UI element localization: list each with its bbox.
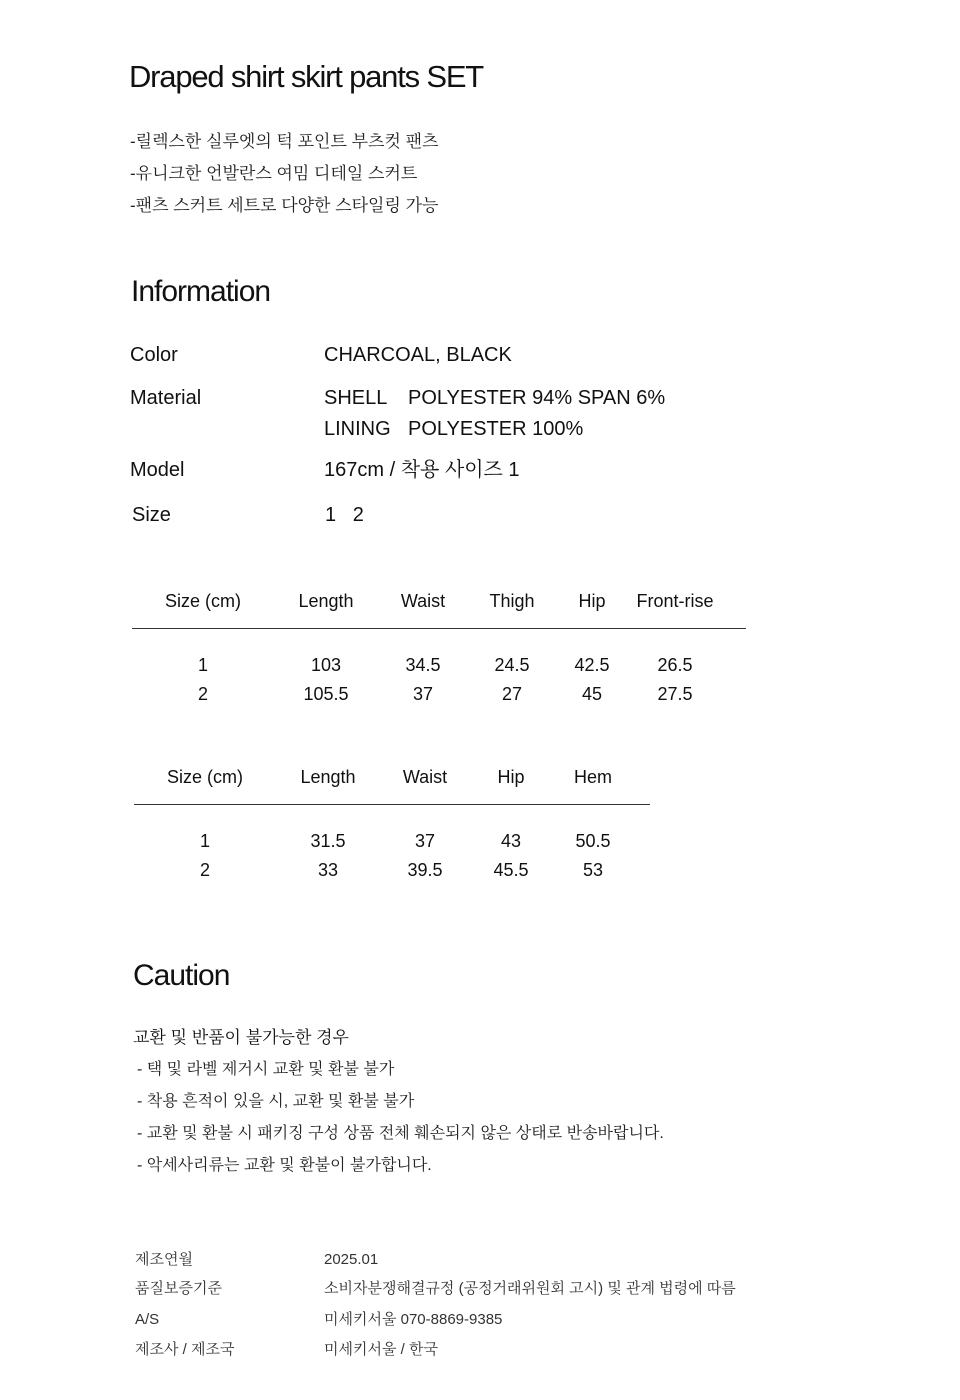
table-cell: 2 bbox=[199, 859, 210, 880]
color-value: CHARCOAL, BLACK bbox=[324, 344, 512, 366]
pants-size-table bbox=[132, 584, 746, 713]
caution-item: - 택 및 라벨 제거시 교환 및 환불 불가 bbox=[137, 1061, 395, 1078]
caution-list bbox=[137, 1054, 664, 1182]
size-value: 1 2 bbox=[325, 504, 364, 526]
caution-item: - 악세사리류는 교환 및 환불이 불가합니다. bbox=[137, 1157, 432, 1174]
table-row bbox=[134, 804, 650, 852]
table-cell: 2 bbox=[197, 683, 208, 704]
footer-label: 제조사 / 제조국 bbox=[135, 1341, 235, 1358]
table-cell: 26.5 bbox=[657, 654, 693, 675]
table-header: Hem bbox=[552, 760, 634, 804]
caution-heading: Caution bbox=[133, 959, 230, 992]
footer-value: 미세키서울 070-8869-9385 bbox=[324, 1311, 503, 1328]
caution-item: - 교환 및 환불 시 패키징 구성 상품 전체 훼손되지 않은 상태로 반송바랍니다. bbox=[137, 1125, 664, 1142]
table-cell: 34.5 bbox=[405, 654, 441, 675]
table-header-spacer bbox=[722, 584, 746, 628]
table-header-row bbox=[134, 760, 650, 804]
table-cell: 37 bbox=[412, 683, 434, 704]
size-label: Size bbox=[132, 504, 171, 526]
description-line: -릴렉스한 실루엣의 턱 포인트 부츠컷 팬츠 bbox=[130, 132, 439, 151]
footer-value: 미세키서울 / 한국 bbox=[324, 1341, 438, 1358]
table-header: Hip bbox=[470, 760, 552, 804]
table-cell-spacer bbox=[634, 852, 650, 889]
product-title: Draped shirt skirt pants SET bbox=[129, 59, 484, 94]
skirt-size-table bbox=[134, 760, 650, 889]
table-header-spacer bbox=[634, 760, 650, 804]
material-lining-key: LINING bbox=[324, 418, 391, 440]
table-cell: 42.5 bbox=[574, 654, 610, 675]
table-header: Front-rise bbox=[628, 584, 722, 628]
description-line: -팬츠 스커트 세트로 다양한 스타일링 가능 bbox=[130, 196, 439, 215]
table-cell-spacer bbox=[722, 676, 746, 713]
table-cell: 1 bbox=[199, 830, 210, 851]
material-label: Material bbox=[130, 387, 202, 409]
table-cell-spacer bbox=[722, 628, 746, 676]
table-header: Length bbox=[276, 760, 380, 804]
table-cell: 45.5 bbox=[493, 859, 529, 880]
footer-label: 제조연월 bbox=[135, 1251, 193, 1268]
table-cell: 105.5 bbox=[303, 683, 349, 704]
table-cell: 1 bbox=[197, 654, 208, 675]
table-cell: 27.5 bbox=[657, 683, 693, 704]
table-header: Length bbox=[274, 584, 378, 628]
table-row bbox=[134, 852, 650, 889]
table-cell: 103 bbox=[310, 654, 342, 675]
table-row bbox=[132, 628, 746, 676]
description-line: -유니크한 언발란스 여밈 디테일 스커트 bbox=[130, 164, 418, 183]
footer-label: 품질보증기준 bbox=[135, 1280, 222, 1297]
table-cell: 39.5 bbox=[407, 859, 443, 880]
table-row bbox=[132, 676, 746, 713]
caution-subheading: 교환 및 반품이 불가능한 경우 bbox=[133, 1028, 349, 1047]
table-cell: 27 bbox=[501, 683, 523, 704]
table-cell: 31.5 bbox=[310, 830, 346, 851]
information-heading: Information bbox=[131, 275, 271, 308]
table-cell: 53 bbox=[582, 859, 604, 880]
table-cell: 50.5 bbox=[575, 830, 611, 851]
model-label: Model bbox=[130, 459, 185, 481]
material-lining-value: POLYESTER 100% bbox=[408, 418, 584, 440]
table-header: Hip bbox=[556, 584, 628, 628]
table-cell-spacer bbox=[634, 804, 650, 852]
table-cell: 43 bbox=[500, 830, 522, 851]
caution-item: - 착용 흔적이 있을 시, 교환 및 환불 불가 bbox=[137, 1093, 415, 1110]
color-label: Color bbox=[130, 344, 178, 366]
footer-label: A/S bbox=[135, 1311, 160, 1328]
table-header: Size (cm) bbox=[132, 584, 274, 628]
material-shell-key: SHELL bbox=[324, 387, 388, 409]
footer-value: 2025.01 bbox=[324, 1251, 379, 1268]
footer-value: 소비자분쟁해결규정 (공정거래위원회 고시) 및 관계 법령에 따름 bbox=[324, 1280, 736, 1297]
model-value: 167cm / 착용 사이즈 1 bbox=[324, 459, 520, 481]
table-cell: 33 bbox=[317, 859, 339, 880]
product-description bbox=[130, 126, 438, 222]
table-header: Waist bbox=[378, 584, 468, 628]
table-cell: 24.5 bbox=[494, 654, 530, 675]
table-cell: 45 bbox=[581, 683, 603, 704]
table-header: Size (cm) bbox=[134, 760, 276, 804]
material-shell-value: POLYESTER 94% SPAN 6% bbox=[408, 387, 666, 409]
table-cell: 37 bbox=[414, 830, 436, 851]
table-header: Thigh bbox=[468, 584, 556, 628]
table-header-row bbox=[132, 584, 746, 628]
table-header: Waist bbox=[380, 760, 470, 804]
